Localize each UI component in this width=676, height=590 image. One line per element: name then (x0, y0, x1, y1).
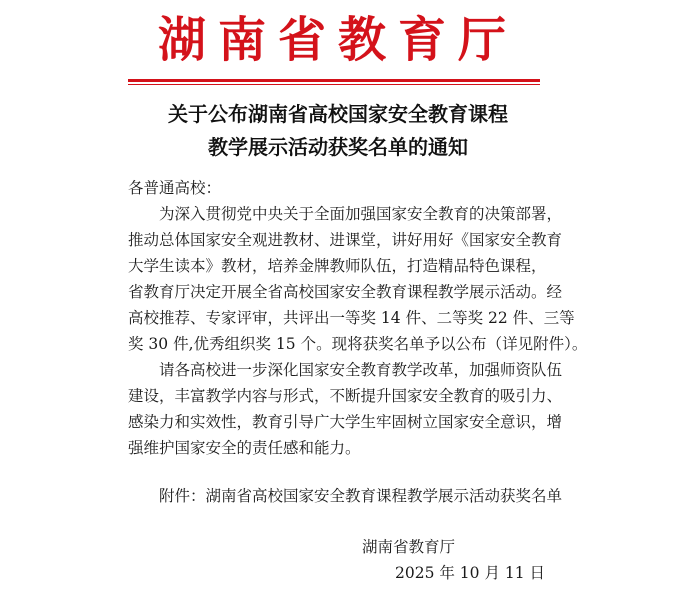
signature-date: 2025 年 10 月 11 日 (395, 564, 546, 582)
header-red-rule (128, 79, 540, 82)
paragraph-1-line: 推动总体国家安全观进教材、进课堂，讲好用好《国家安全教育 (128, 231, 563, 249)
paragraph-2-line: 建设，丰富教学内容与形式，不断提升国家安全教育的吸引力、 (128, 387, 563, 405)
paragraph-1-line: 省教育厅决定开展全省高校国家安全教育课程教学展示活动。经 (128, 283, 563, 301)
header-red-rule-thin (128, 84, 540, 85)
document-title-line-1: 关于公布湖南省高校国家安全教育课程 (168, 102, 508, 126)
salutation: 各普通高校： (128, 179, 222, 197)
paragraph-1-line: 高校推荐、专家评审，共评出一等奖 14 件、二等奖 22 件、三等 (128, 309, 575, 327)
attachment-note: 附件：湖南省高校国家安全教育课程教学展示活动获奖名单 (128, 487, 563, 505)
paragraph-2-line: 请各高校进一步深化国家安全教育教学改革，加强师资队伍 (128, 361, 563, 379)
signature-org: 湖南省教育厅 (362, 538, 456, 556)
paragraph-2-line: 感染力和实效性，教育引导广大学生牢固树立国家安全意识，增 (128, 413, 563, 431)
paragraph-1-line: 大学生读本》教材，培养金牌教师队伍，打造精品特色课程， (128, 257, 547, 275)
issuing-authority-header: 湖南省教育厅 (157, 12, 518, 68)
document-title-line-2: 教学展示活动获奖名单的通知 (208, 135, 468, 159)
paragraph-1-line: 为深入贯彻党中央关于全面加强国家安全教育的决策部署， (128, 205, 563, 223)
paragraph-1-line: 奖 30 件,优秀组织奖 15 个。现将获奖名单予以公布（详见附件）。 (128, 335, 588, 353)
paragraph-2-line: 强维护国家安全的责任感和能力。 (128, 439, 361, 457)
